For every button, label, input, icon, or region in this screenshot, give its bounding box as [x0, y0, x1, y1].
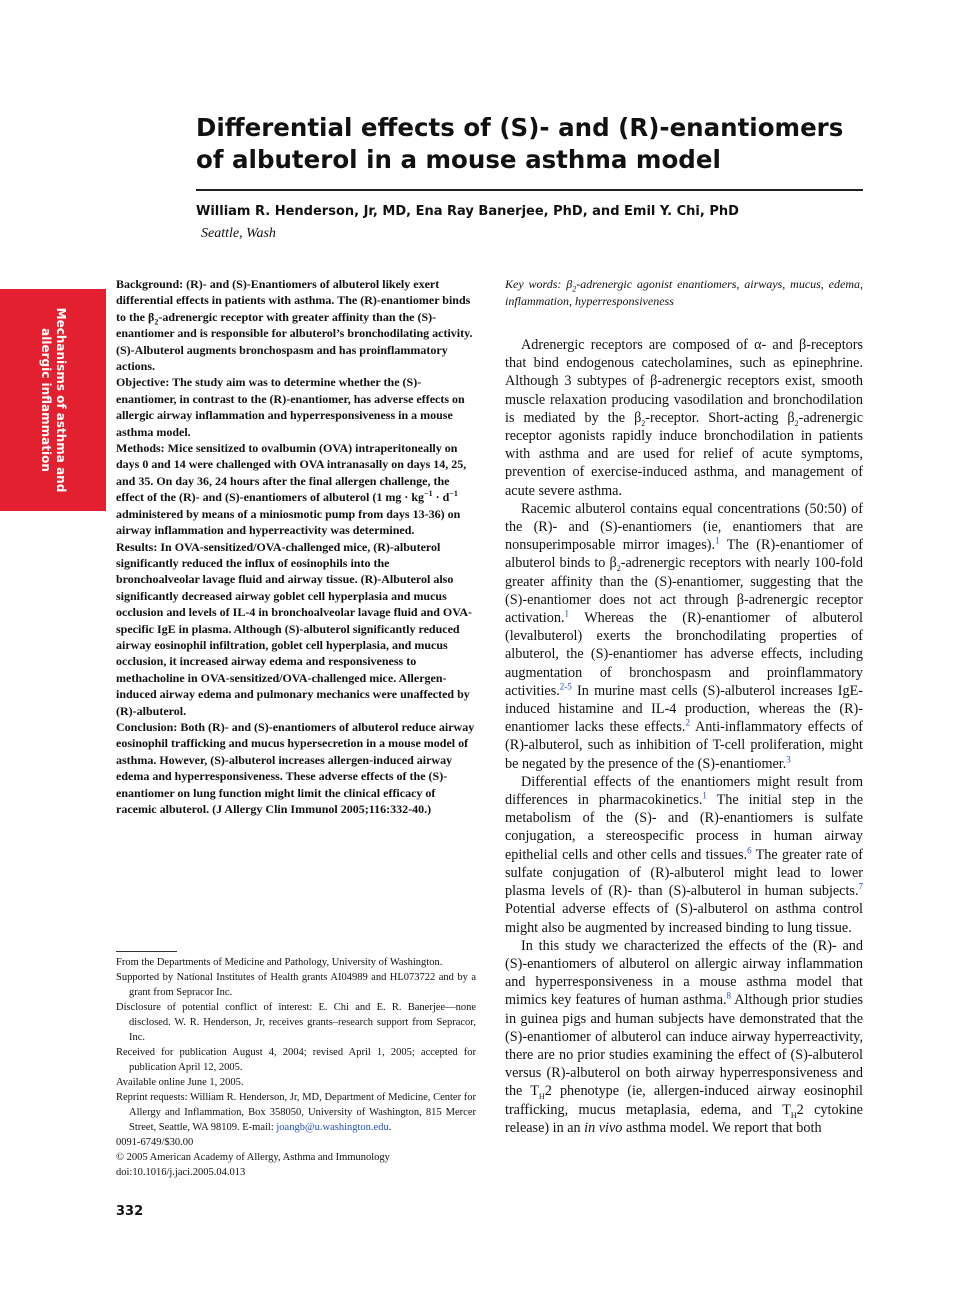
citation-link[interactable]: 1: [715, 535, 720, 546]
abstract-conclusion: Conclusion: Both (R)- and (S)-enantiomers of albuterol reduce airway eosinophil trafficking and mucus hypersecretion in a mouse model of asthma. However, (S)-albuterol increases allergen-induced airway edema and hyperresponsiveness. These adverse effects of the (S)-enantiomer on lung function might limit the clinical efficacy of racemic albuterol. (J Allergy Clin Immunol 2005;116:332-40.): [116, 719, 475, 816]
footnote-funding: Supported by National Institutes of Health grants AI04989 and HL073722 and by a grant from Sepracor Inc.: [116, 972, 476, 998]
body-text: [505, 336, 863, 1137]
footnote-doi: doi:10.1016/j.jaci.2005.04.013: [116, 1167, 246, 1178]
citation-link[interactable]: 3: [786, 753, 791, 764]
footnote-affiliation: From the Departments of Medicine and Pathology, University of Washington.: [116, 957, 443, 968]
footnote-copyright: © 2005 American Academy of Allergy, Asthma and Immunology: [116, 1152, 390, 1163]
citation-link[interactable]: 6: [747, 844, 752, 855]
citation-link[interactable]: 1: [702, 790, 707, 801]
footnote-received: Received for publication August 4, 2004; revised April 1, 2005; accepted for publication April 12, 2005.: [116, 1047, 476, 1073]
abstract-results: Results: In OVA-sensitized/OVA-challenged mice, (R)-albuterol significantly reduced the influx of eosinophils into the bronchoalveolar lavage fluid and airway tissue. (R)-Albuterol also significantly decreased airway goblet cell hyperplasia and mucus occlusion and levels of IL-4 in bronchoalveolar lavage fluid and OVA-specific IgE in plasma. Although (S)-albuterol significantly reduced airway eosinophil infiltration, goblet cell hyperplasia, and mucus occlusion, it increased airway edema and responsiveness to methacholine in OVA-sensitized/OVA-challenged mice. Allergen-induced airway edema and pulmonary mechanics were unaffected by (R)-albuterol.: [116, 539, 473, 718]
page-number: 332: [116, 1204, 144, 1219]
footnote-divider: [116, 951, 177, 952]
author-location: Seattle, Wash: [201, 226, 276, 241]
citation-link[interactable]: 8: [726, 990, 732, 1001]
abstract-objective: Objective: The study aim was to determine whether the (S)-enantiomer, in contrast to the (R)-enantiomer, has adverse effects on allergic airway inflammation and hyperresponsiveness in a mouse asthma model.: [116, 375, 465, 439]
citation-link[interactable]: 7: [858, 881, 863, 892]
footnote-reprint: Reprint requests: William R. Henderson, Jr, MD, Department of Medicine, Center for Allergy and Inflammation, Box 358050, University of Washington, 815 Mercer Street, Seattle, WA 98109. E-mail: joangb@u.washington.edu.: [116, 1092, 476, 1133]
citation-link[interactable]: 2-5: [559, 681, 572, 692]
abstract-background: Background: (R)- and (S)-Enantiomers of albuterol likely exert differential effects in patients with asthma. The (R)-enantiomer binds to the $\beta_2$-adrenergic receptor with greater affinity than the (S)-enantiomer and is responsible for albuterol’s bronchodilating activity. (S)-Albuterol augments bronchospasm and has proinflammatory actions.: [116, 277, 473, 374]
abstract-methods: Methods: Mice sensitized to ovalbumin (OVA) intraperitoneally on days 0 and 14 were challenged with OVA intranasally on days 14, 25, and 35. On day 36, 24 hours after the final allergen challenge, the effect of the (R)- and (S)-enantiomers of albuterol (1 mg · $kg^{-1} \cdot d^{-1}$ administered by means of a miniosmotic pump from days 13-36) on airway inflammation and hyperreactivity was determined.: [116, 441, 467, 538]
citation-link[interactable]: 2: [685, 717, 690, 728]
title-divider: [196, 189, 863, 191]
citation-link[interactable]: 1: [564, 608, 569, 619]
abstract: [116, 276, 476, 817]
section-tab-label: Mechanisms of asthma and allergic inflammation: [39, 307, 68, 493]
footnotes: [116, 955, 476, 1180]
footnote-issn: 0091-6749/$30.00: [116, 1137, 194, 1148]
keywords: Key words: $\beta_2$-adrenergic agonist enantiomers, airways, mucus, edema, inflammation, hyperresponsiveness: [505, 277, 863, 308]
section-tab: [0, 289, 106, 511]
author-list: William R. Henderson, Jr, MD, Ena Ray Banerjee, PhD, and Emil Y. Chi, PhD: [196, 204, 739, 219]
footnote-disclosure: Disclosure of potential conflict of interest: E. Chi and E. R. Banerjee—none disclosed. W. R. Henderson, Jr, receives grants–research support from Sepracor, Inc.: [116, 1002, 476, 1043]
paragraph: Racemic albuterol contains equal concentrations (50:50) of the (R)- and (S)-enantiomers (ie, enantiomers that are nonsuperimposable mirror images).$^1$ The (R)-enantiomer of albuterol binds to $\beta_2$-adrenergic receptors with nearly 100-fold greater affinity than the (S)-enantiomer, suggesting that the (S)-enantiomer does not act through β-adrenergic receptor activation.$^1$ Whereas the (R)-enantiomer of albuterol (levalbuterol) exerts the bronchodilating properties of albuterol, the (S)-enantiomer has adverse effects, including augmentation of bronchospasm and proinflammatory activities.$^{2-5}$ In murine mast cells (S)-albuterol increases IgE-induced histamine and IL-4 production, whereas the (R)-enantiomer lacks these effects.$^2$ Anti-inflammatory effects of (R)-albuterol, such as inhibition of T-cell proliferation, might be negated by the presence of the (S)-enantiomer.$^3$: [505, 500, 864, 772]
email-link[interactable]: joangb@u.washington.edu: [276, 1122, 389, 1133]
paragraph: Adrenergic receptors are composed of α- and β-receptors that bind endogenous catecholamines, such as epinephrine. Although 3 subtypes of β-adrenergic receptors exist, smooth muscle relaxation producing vasodilation and bronchodilation is mediated by the $\beta_2$-receptor. Short-acting $\beta_2$-adrenergic receptor agonists rapidly induce bronchodilation in patients with asthma and are used for relief of acute symptoms, prevention of exercise-induced asthma, and management of acute severe asthma.: [505, 337, 863, 499]
paragraph: In this study we characterized the effects of the (R)- and (S)-enantiomers of albuterol on allergic airway inflammation and hyperresponsiveness in a mouse asthma model that mimics key features of human asthma.$^8$ Although prior studies in guinea pigs and human subjects have demonstrated that the (S)-enantiomer of albuterol can induce airway hyperreactivity, there are no prior studies examining the effect of (S)-albuterol versus (R)-albuterol on both airway hyperresponsiveness and the $T_H2$ phenotype (ie, allergen-induced airway eosinophil trafficking, mucus metaplasia, edema, and $T_H2$ cytokine release) in an in vivo asthma model. We report that both: [505, 937, 864, 1136]
footnote-available: Available online June 1, 2005.: [116, 1077, 244, 1088]
paragraph: Differential effects of the enantiomers might result from differences in pharmacokinetics.$^1$ The initial step in the metabolism of the (S)- and (R)-enantiomers is sulfate conjugation, a stereospecific process in human airway epithelial cells and other cells and tissues.$^6$ The greater rate of sulfate conjugation of (R)-albuterol might lead to lower plasma levels of (R)- than (S)-albuterol in human subjects.$^7$ Potential adverse effects of (S)-albuterol on asthma control might also be augmented by increased binding to lung tissue.: [505, 773, 863, 936]
article-title: Differential effects of (S)- and (R)-enantiomers of albuterol in a mouse asthma model: [196, 113, 844, 174]
